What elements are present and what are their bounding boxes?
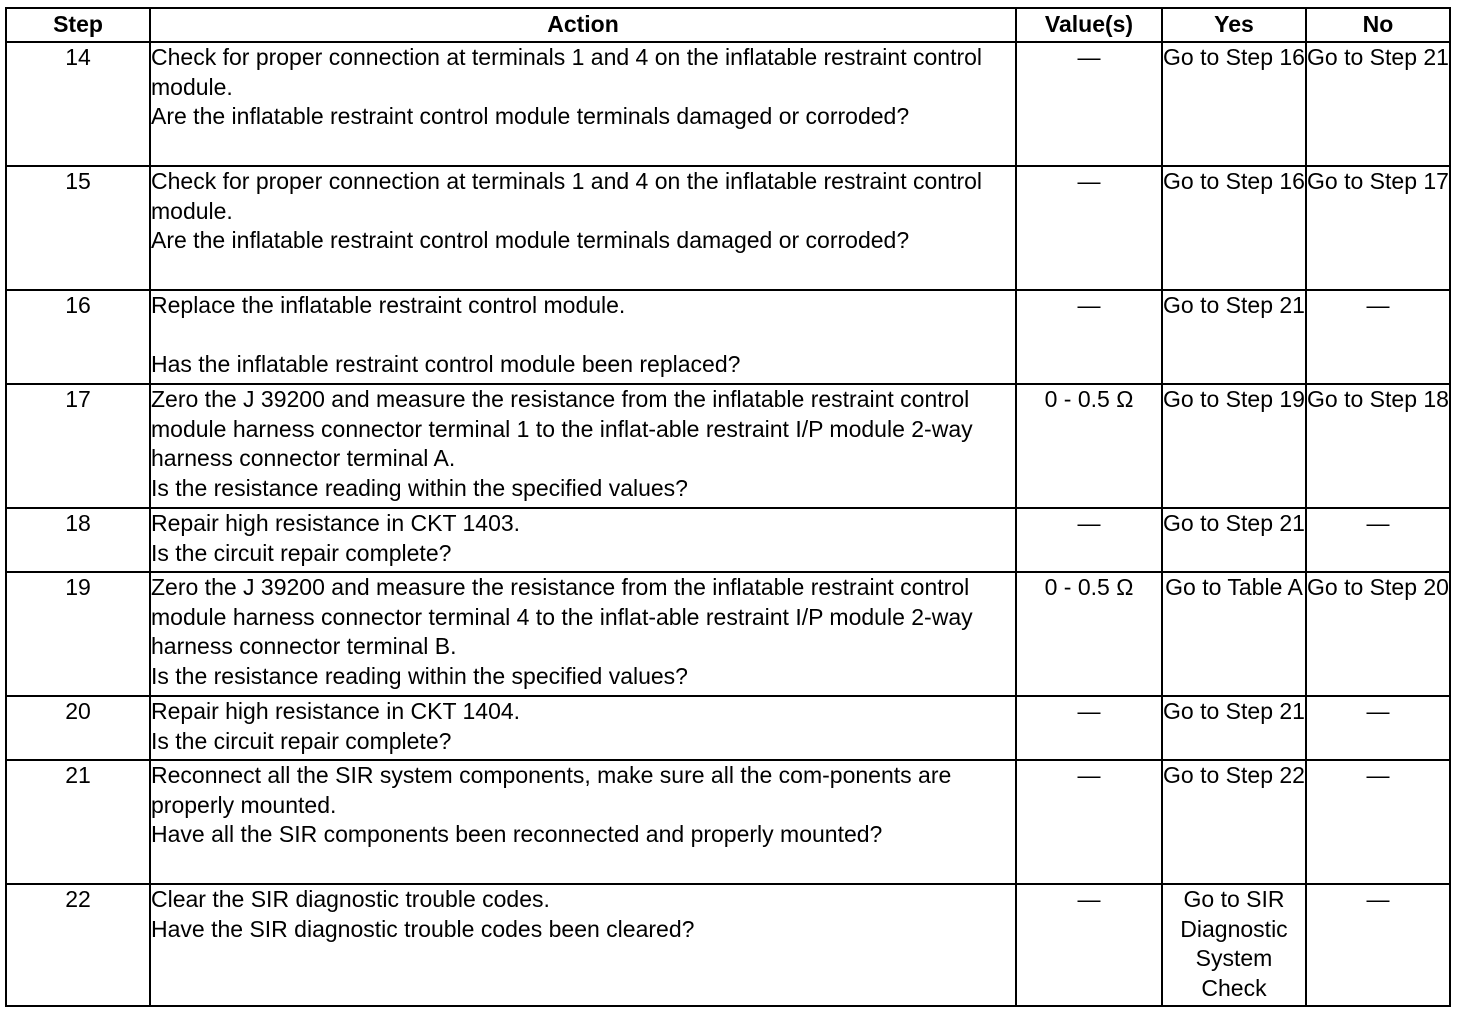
- no-result: —: [1306, 760, 1450, 884]
- action-cell: [150, 696, 1016, 760]
- table-row: [6, 696, 1450, 760]
- action-cell: [150, 290, 1016, 384]
- yes-result: Go to Step 21: [1162, 696, 1306, 760]
- table-row: [6, 384, 1450, 508]
- value-cell: —: [1016, 760, 1162, 884]
- value-cell: —: [1016, 884, 1162, 1006]
- action-instruction: Repair high resistance in CKT 1404.: [151, 698, 521, 724]
- values-column-header: Value(s): [1016, 8, 1162, 42]
- yes-result: Go to Table A: [1162, 572, 1306, 696]
- yes-result: Go to Step 22: [1162, 760, 1306, 884]
- action-question: Are the inflatable restraint control module terminals damaged or corroded?: [151, 227, 910, 253]
- value-cell: 0 - 0.5 Ω: [1016, 384, 1162, 508]
- no-result: Go to Step 18: [1306, 384, 1450, 508]
- table-row: [6, 508, 1450, 572]
- no-column-header: No: [1306, 8, 1450, 42]
- action-instruction: Repair high resistance in CKT 1403.: [151, 510, 521, 536]
- no-result: Go to Step 20: [1306, 572, 1450, 696]
- value-cell: 0 - 0.5 Ω: [1016, 572, 1162, 696]
- yes-result: Go to Step 16: [1162, 166, 1306, 290]
- action-instruction: Replace the inflatable restraint control module.: [151, 292, 626, 318]
- yes-result: Go to SIR Diagnostic System Check: [1162, 884, 1306, 1006]
- step-number: 19: [6, 572, 150, 696]
- action-instruction: Reconnect all the SIR system components, make sure all the com-ponents are properly mounted.: [151, 762, 958, 818]
- table-row: [6, 166, 1450, 290]
- value-cell: —: [1016, 166, 1162, 290]
- action-cell: [150, 760, 1016, 884]
- blank-line: [151, 321, 1015, 351]
- action-question: Has the inflatable restraint control module been replaced?: [151, 351, 741, 377]
- value-cell: —: [1016, 696, 1162, 760]
- table-row: [6, 290, 1450, 384]
- step-number: 21: [6, 760, 150, 884]
- step-number: 14: [6, 42, 150, 166]
- step-number: 18: [6, 508, 150, 572]
- action-question: Have all the SIR components been reconnected and properly mounted?: [151, 821, 883, 847]
- step-number: 22: [6, 884, 150, 1006]
- action-cell: [150, 42, 1016, 166]
- header-row: [6, 8, 1450, 42]
- no-result: —: [1306, 508, 1450, 572]
- action-cell: [150, 384, 1016, 508]
- step-number: 16: [6, 290, 150, 384]
- action-question: Have the SIR diagnostic trouble codes been cleared?: [151, 915, 695, 942]
- step-column-header: Step: [6, 8, 150, 42]
- action-instruction: Zero the J 39200 and measure the resistance from the inflatable restraint control module harness connector terminal 4 to the inflat-able restraint I/P module 2-way harness connector terminal B.: [151, 574, 980, 659]
- no-result: —: [1306, 290, 1450, 384]
- value-cell: —: [1016, 42, 1162, 166]
- step-number: 15: [6, 166, 150, 290]
- action-question: Is the circuit repair complete?: [151, 727, 452, 754]
- action-question: Is the resistance reading within the specified values?: [151, 662, 688, 689]
- action-instruction: Check for proper connection at terminals 1 and 4 on the inflatable restraint control module.: [151, 168, 989, 224]
- value-cell: —: [1016, 290, 1162, 384]
- action-instruction: Zero the J 39200 and measure the resistance from the inflatable restraint control module harness connector terminal 1 to the inflat-able restraint I/P module 2-way harness connector terminal A.: [151, 386, 980, 471]
- action-cell: [150, 508, 1016, 572]
- step-number: 20: [6, 696, 150, 760]
- action-instruction: Clear the SIR diagnostic trouble codes.: [151, 886, 550, 912]
- no-result: Go to Step 21: [1306, 42, 1450, 166]
- yes-result: Go to Step 21: [1162, 508, 1306, 572]
- table-row: [6, 760, 1450, 884]
- no-result: —: [1306, 884, 1450, 1006]
- value-cell: —: [1016, 508, 1162, 572]
- diagnostic-table: [5, 7, 1451, 1007]
- no-result: —: [1306, 696, 1450, 760]
- action-column-header: Action: [150, 8, 1016, 42]
- no-result: Go to Step 17: [1306, 166, 1450, 290]
- action-instruction: Check for proper connection at terminals 1 and 4 on the inflatable restraint control module.: [151, 44, 989, 100]
- action-question: Are the inflatable restraint control module terminals damaged or corroded?: [151, 103, 910, 129]
- yes-result: Go to Step 16: [1162, 42, 1306, 166]
- action-question: Is the resistance reading within the specified values?: [151, 474, 688, 501]
- step-number: 17: [6, 384, 150, 508]
- yes-result: Go to Step 21: [1162, 290, 1306, 384]
- table-row: [6, 884, 1450, 1006]
- yes-column-header: Yes: [1162, 8, 1306, 42]
- action-cell: [150, 884, 1016, 1006]
- table-row: [6, 42, 1450, 166]
- action-cell: [150, 166, 1016, 290]
- action-question: Is the circuit repair complete?: [151, 539, 452, 566]
- yes-result: Go to Step 19: [1162, 384, 1306, 508]
- action-cell: [150, 572, 1016, 696]
- table-row: [6, 572, 1450, 696]
